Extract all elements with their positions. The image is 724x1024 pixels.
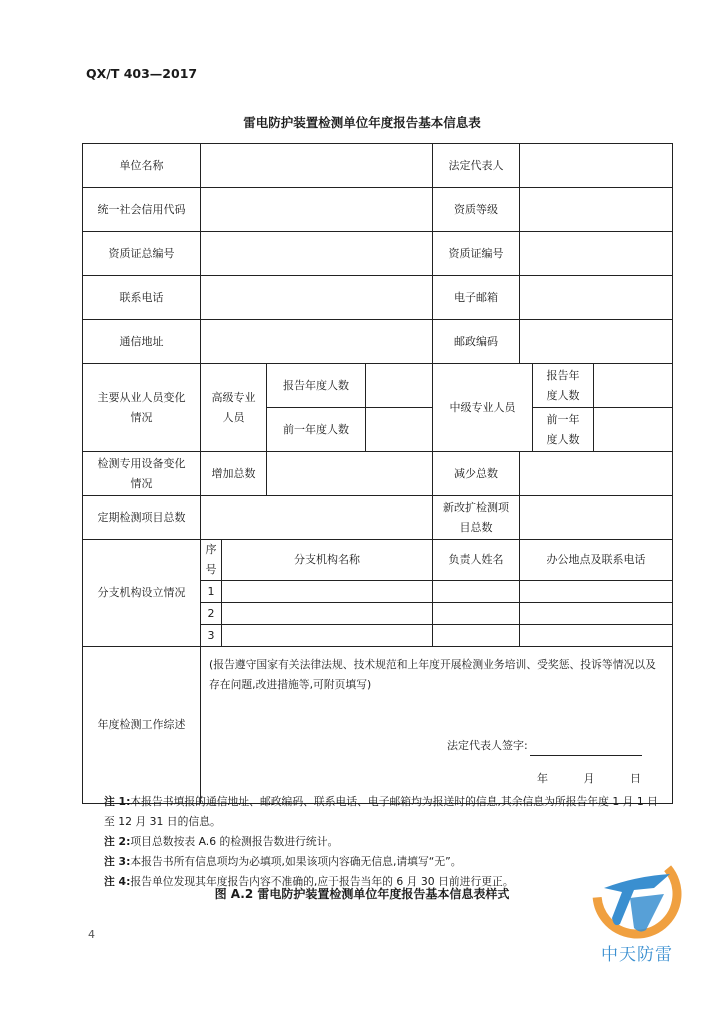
label-email: 电子邮箱: [433, 276, 520, 320]
label-equip-change: 检测专用设备变化情况: [83, 452, 201, 496]
label-new-items: 新改扩检测项目总数: [433, 496, 520, 540]
watermark-text: 中天防雷: [601, 945, 673, 965]
value-senior-prev-year[interactable]: [366, 408, 433, 452]
date-day: 日: [630, 772, 641, 785]
value-senior-report-year[interactable]: [366, 364, 433, 408]
branch-contact-3[interactable]: [520, 625, 673, 647]
label-senior-staff: 高级专业人员: [201, 364, 267, 452]
table-title: 雷电防护装置检测单位年度报告基本信息表: [243, 115, 481, 130]
header-branch-name: 分支机构名称: [222, 540, 433, 581]
label-credit-code: 统一社会信用代码: [83, 188, 201, 232]
annual-summary-cell[interactable]: [201, 647, 673, 804]
label-senior-prev-year: 前一年度人数: [267, 408, 366, 452]
watermark-logo: [584, 848, 690, 968]
note-3: 注 3:本报告书所有信息项均为必填项,如果该项内容确无信息,请填写“无”。: [104, 855, 462, 868]
note-2: 注 2:项目总数按表 A.6 的检测报告数进行统计。: [104, 835, 339, 848]
value-qual-total-no[interactable]: [201, 232, 433, 276]
label-staff-change: 主要从业人员变化情况: [83, 364, 201, 452]
branch-seq-3: 3: [201, 625, 222, 647]
value-periodic-items[interactable]: [201, 496, 433, 540]
value-phone[interactable]: [201, 276, 433, 320]
label-increase-total: 增加总数: [201, 452, 267, 496]
notes: [104, 792, 664, 892]
label-qual-no: 资质证编号: [433, 232, 520, 276]
value-qual-level[interactable]: [520, 188, 673, 232]
note-4: 注 4:报告单位发现其年度报告内容不准确的,应于报告当年的 6 月 30 日前进行更正。: [104, 875, 514, 888]
label-legal-rep: 法定代表人: [433, 144, 520, 188]
branch-name-1[interactable]: [222, 581, 433, 603]
label-middle-prev-year: 前一年度人数: [533, 408, 594, 452]
branch-contact-1[interactable]: [520, 581, 673, 603]
value-postcode[interactable]: [520, 320, 673, 364]
label-senior-report-year: 报告年度人数: [267, 364, 366, 408]
header-office-contact: 办公地点及联系电话: [520, 540, 673, 581]
signature-blank[interactable]: [530, 743, 642, 756]
info-table: [82, 143, 673, 804]
summary-hint: (报告遵守国家有关法律法规、技术规范和上年度开展检测业务培训、受奖惩、投诉等情况以及存在问题,改进措施等,可附页填写): [209, 658, 656, 691]
branch-person-2[interactable]: [433, 603, 520, 625]
date-line: [537, 769, 641, 789]
label-unit-name: 单位名称: [83, 144, 201, 188]
branch-seq-2: 2: [201, 603, 222, 625]
branch-contact-2[interactable]: [520, 603, 673, 625]
value-unit-name[interactable]: [201, 144, 433, 188]
label-qual-level: 资质等级: [433, 188, 520, 232]
date-month: 月: [583, 772, 595, 785]
label-periodic-items: 定期检测项目总数: [83, 496, 201, 540]
value-increase-total[interactable]: [267, 452, 433, 496]
signature-line: [447, 736, 642, 756]
branch-person-3[interactable]: [433, 625, 520, 647]
header-seq: 序号: [201, 540, 222, 581]
label-address: 通信地址: [83, 320, 201, 364]
watermark-logo-icon: [584, 848, 690, 940]
branch-person-1[interactable]: [433, 581, 520, 603]
value-legal-rep[interactable]: [520, 144, 673, 188]
standard-code: QX/T 403—2017: [86, 66, 198, 81]
label-postcode: 邮政编码: [433, 320, 520, 364]
label-qual-total-no: 资质证总编号: [83, 232, 201, 276]
label-middle-staff: 中级专业人员: [433, 364, 533, 452]
label-middle-report-year: 报告年度人数: [533, 364, 594, 408]
label-decrease-total: 减少总数: [433, 452, 520, 496]
value-middle-prev-year[interactable]: [594, 408, 673, 452]
signature-label: 法定代表人签字:: [447, 739, 528, 752]
page-number: 4: [88, 928, 95, 941]
figure-caption: 图 A.2 雷电防护装置检测单位年度报告基本信息表样式: [214, 887, 510, 901]
note-1: 注 1:本报告书填报的通信地址、邮政编码、联系电话、电子邮箱均为报送时的信息,其余信息为所报告年度 1 月 1 日至 12 月 31 日的信息。: [104, 795, 658, 828]
header-person-in-charge: 负责人姓名: [433, 540, 520, 581]
value-decrease-total[interactable]: [520, 452, 673, 496]
value-middle-report-year[interactable]: [594, 364, 673, 408]
label-annual-summary: 年度检测工作综述: [83, 647, 201, 804]
label-phone: 联系电话: [83, 276, 201, 320]
branch-name-2[interactable]: [222, 603, 433, 625]
value-credit-code[interactable]: [201, 188, 433, 232]
branch-name-3[interactable]: [222, 625, 433, 647]
date-year: 年: [537, 772, 548, 785]
value-new-items[interactable]: [520, 496, 673, 540]
label-branch: 分支机构设立情况: [83, 540, 201, 647]
value-email[interactable]: [520, 276, 673, 320]
branch-seq-1: 1: [201, 581, 222, 603]
value-qual-no[interactable]: [520, 232, 673, 276]
value-address[interactable]: [201, 320, 433, 364]
